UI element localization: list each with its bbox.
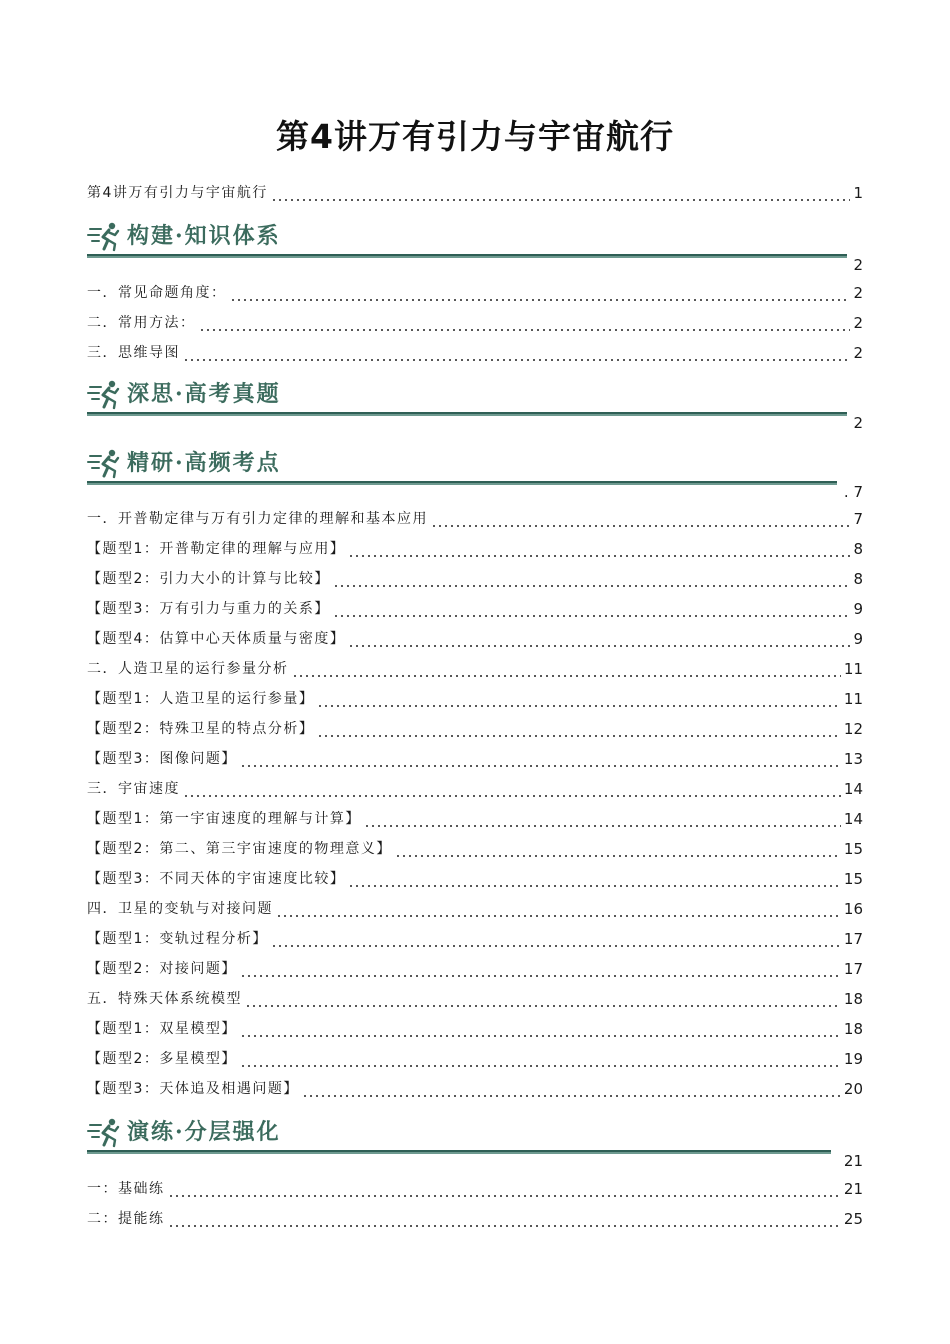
section-heading-knowledge[interactable] (87, 220, 863, 274)
toc-entry-page: 14 (843, 810, 863, 828)
toc-entry[interactable] (87, 958, 863, 978)
toc-entry[interactable] (87, 868, 863, 888)
toc-entry-page: 11 (843, 660, 863, 678)
dot-leader (240, 750, 841, 768)
dot-leader (183, 780, 841, 798)
section-heading-text: 深思·高考真题 (127, 381, 281, 407)
runner-emblem-icon (87, 447, 121, 479)
toc-entry-lecture[interactable] (87, 182, 863, 202)
toc-entry[interactable] (87, 538, 863, 558)
toc-entry[interactable] (87, 748, 863, 768)
toc-entry-page: 9 (853, 600, 863, 618)
dot-leader (317, 720, 840, 738)
toc-entry-text: 二：提能练 (87, 1211, 165, 1227)
toc-entry-page: 18 (843, 990, 863, 1008)
toc-entry[interactable] (87, 508, 863, 528)
toc-entry-text: 四．卫星的变轨与对接问题 (87, 901, 273, 917)
toc-entry-text: 【题型2：第二、第三宇宙速度的物理意义】 (87, 841, 392, 857)
toc-entry[interactable] (87, 658, 863, 678)
dot-leader (364, 810, 841, 828)
toc-entry-text: 【题型4：估算中心天体质量与密度】 (87, 631, 346, 647)
toc-entry-page: 21 (843, 1180, 863, 1198)
toc-entry-page: 17 (843, 930, 863, 948)
toc-entry-page: 2 (853, 344, 863, 362)
section-rule (87, 412, 847, 416)
toc-entry-text: 【题型2：特殊卫星的特点分析】 (87, 721, 315, 737)
toc-entry-page: 9 (853, 630, 863, 648)
toc-entry[interactable] (87, 1018, 863, 1038)
section-heading-page: 2 (853, 414, 863, 432)
dot-leader (168, 1210, 841, 1228)
section-rule (87, 254, 847, 258)
dot-leader (240, 1020, 841, 1038)
toc-entry-page: 19 (843, 1050, 863, 1068)
toc-entry[interactable] (87, 342, 863, 362)
dot-leader (292, 660, 841, 678)
toc-entry-page: 18 (843, 1020, 863, 1038)
toc-entry-text: 一：基础练 (87, 1181, 165, 1197)
toc-entry[interactable] (87, 1178, 863, 1198)
dot-leader (240, 1050, 841, 1068)
toc-entry[interactable] (87, 718, 863, 738)
toc-entry-page: 15 (843, 870, 863, 888)
toc-entry-text: 【题型1：开普勒定律的理解与应用】 (87, 541, 346, 557)
dot-leader (431, 510, 850, 528)
dot-leader (317, 690, 840, 708)
toc-entry-text: 二．常用方法： (87, 315, 196, 331)
toc-entry-text: 五．特殊天体系统模型 (87, 991, 242, 1007)
toc-entry-page: 8 (853, 540, 863, 558)
toc-entry-text: 【题型2：引力大小的计算与比较】 (87, 571, 330, 587)
toc-entry-text: 二．人造卫星的运行参量分析 (87, 661, 289, 677)
toc-entry-page: 16 (843, 900, 863, 918)
toc-entry-text: 一．开普勒定律与万有引力定律的理解和基本应用 (87, 511, 428, 527)
toc-entry-text: 【题型2：对接问题】 (87, 961, 237, 977)
section-heading-topics[interactable] (87, 447, 863, 501)
section-heading-page: 21 (843, 1152, 863, 1170)
dot-leader (271, 184, 851, 202)
toc-entry[interactable] (87, 778, 863, 798)
dot-leader (199, 314, 851, 332)
dot-leader (240, 960, 841, 978)
dot-leader (302, 1080, 841, 1098)
toc-entry[interactable] (87, 928, 863, 948)
toc-entry[interactable] (87, 1078, 863, 1098)
section-heading-page: . 7 (843, 483, 863, 501)
toc-entry-page: 13 (843, 750, 863, 768)
section-heading-practice[interactable] (87, 1116, 863, 1170)
toc-entry[interactable] (87, 312, 863, 332)
toc-entry-page: 15 (843, 840, 863, 858)
toc-entry[interactable] (87, 568, 863, 588)
toc-entry-text: 【题型2：多星模型】 (87, 1051, 237, 1067)
toc-entry-page: 14 (843, 780, 863, 798)
dot-leader (183, 344, 850, 362)
toc-entry-page: 17 (843, 960, 863, 978)
section-heading-page: 2 (853, 256, 863, 274)
toc-entry[interactable] (87, 1208, 863, 1228)
section-heading-exam[interactable] (87, 378, 863, 432)
toc-entry-text: 【题型3：不同天体的宇宙速度比较】 (87, 871, 346, 887)
section-rule (87, 1150, 831, 1154)
toc-entry-text: 第4讲万有引力与宇宙航行 (87, 185, 268, 201)
toc-entry-text: 【题型1：变轨过程分析】 (87, 931, 268, 947)
toc-entry-page: 7 (853, 510, 863, 528)
toc-entry-text: 一．常见命题角度： (87, 285, 227, 301)
section-heading-text: 演练·分层强化 (127, 1119, 281, 1145)
toc-entry-page: 8 (853, 570, 863, 588)
dot-leader (333, 570, 851, 588)
page-title: 第4讲万有引力与宇宙航行 (276, 117, 674, 156)
toc-entry[interactable] (87, 688, 863, 708)
dot-leader (245, 990, 841, 1008)
toc-entry-text: 三．宇宙速度 (87, 781, 180, 797)
toc-entry-text: 【题型1：双星模型】 (87, 1021, 237, 1037)
toc-entry-page: 2 (853, 314, 863, 332)
toc-entry[interactable] (87, 988, 863, 1008)
runner-emblem-icon (87, 378, 121, 410)
toc-entry-page: 12 (843, 720, 863, 738)
dot-leader (348, 630, 850, 648)
toc-entry-text: 【题型3：天体追及相遇问题】 (87, 1081, 299, 1097)
toc-entry[interactable] (87, 838, 863, 858)
toc-entry[interactable] (87, 898, 863, 918)
toc-entry-page: 1 (853, 184, 863, 202)
dot-leader (230, 284, 851, 302)
toc-entry[interactable] (87, 628, 863, 648)
section-rule (87, 481, 837, 485)
dot-leader (168, 1180, 841, 1198)
dot-leader (348, 540, 850, 558)
toc-entry-page: 25 (843, 1210, 863, 1228)
dot-leader (271, 930, 841, 948)
dot-leader (333, 600, 851, 618)
toc-entry-text: 【题型1：第一宇宙速度的理解与计算】 (87, 811, 361, 827)
dot-leader (348, 870, 841, 888)
toc-entry-text: 【题型3：图像问题】 (87, 751, 237, 767)
runner-emblem-icon (87, 220, 121, 252)
section-heading-text: 构建·知识体系 (127, 223, 281, 249)
toc-entry-page: 2 (853, 284, 863, 302)
dot-leader (276, 900, 841, 918)
toc-entry[interactable] (87, 808, 863, 828)
toc-entry-text: 三．思维导图 (87, 345, 180, 361)
toc-entry[interactable] (87, 282, 863, 302)
dot-leader (395, 840, 841, 858)
toc-entry-page: 20 (843, 1080, 863, 1098)
runner-emblem-icon (87, 1116, 121, 1148)
toc-entry[interactable] (87, 598, 863, 618)
toc-entry[interactable] (87, 1048, 863, 1068)
section-heading-text: 精研·高频考点 (127, 450, 281, 476)
toc-entry-page: 11 (843, 690, 863, 708)
toc-entry-text: 【题型3：万有引力与重力的关系】 (87, 601, 330, 617)
toc-entry-text: 【题型1：人造卫星的运行参量】 (87, 691, 315, 707)
